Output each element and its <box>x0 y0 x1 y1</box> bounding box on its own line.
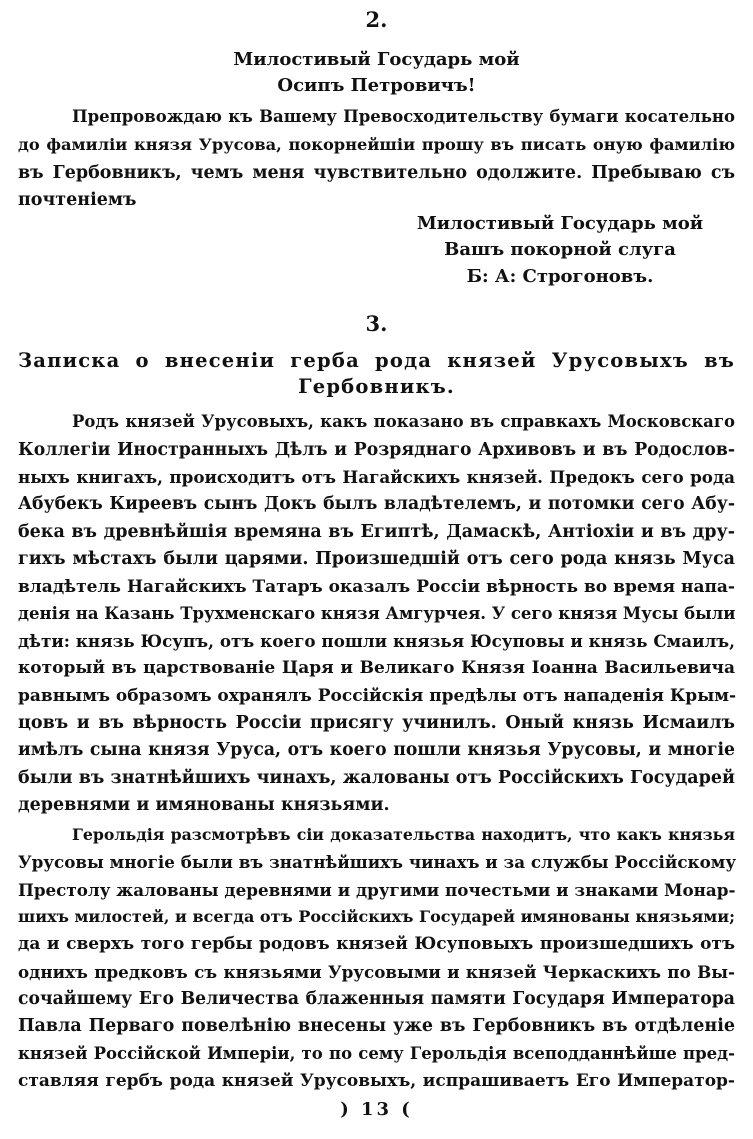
note-paragraph-2-line: однихъ предковъ съ князьями Урусовыми и князей Черкаскихъ по Вы- <box>18 962 735 982</box>
page-number: ) 13 ( <box>340 1099 413 1120</box>
note-paragraph-1-line: Родъ князей Урусовыхъ, какъ показано въ справкахъ Московскаго <box>72 412 735 431</box>
note-paragraph-1-line: были въ знатнѣйшихъ чинахъ, жалованы отъ Россійскихъ Государей <box>18 768 735 788</box>
note-paragraph-2-line: шихъ милостей, и всегда отъ Россійскихъ Государей имянованы князьями; <box>18 907 735 926</box>
letter-number: 2. <box>365 7 388 32</box>
note-heading-line-1: Записка о внесеніи герба рода князей Урусовыхъ въ <box>18 349 735 372</box>
note-paragraph-1-line: который въ царствованіе Царя и Великаго Князя Іоанна Васильевича <box>18 658 735 678</box>
note-paragraph-1-line: бека въ древнѣйшія времяна въ Египтѣ, Дамаскѣ, Антіохіи и въ дру- <box>18 522 735 542</box>
note-paragraph-1-line: цовъ и въ вѣрность Россіи присягу учинилъ. Оный князь Исмаилъ <box>18 713 735 733</box>
note-paragraph-1-line: равнымъ образомъ охранялъ Россійскія предѣлы отъ нападенія Крым- <box>18 686 737 706</box>
note-paragraph-2-line: князей Россійской Имперіи, то по сему Герольдія всеподданнѣйше пред- <box>18 1044 735 1063</box>
note-heading-line-2: Гербовникъ. <box>298 375 455 398</box>
note-paragraph-1-line: денія на Казань Трухменскаго князя Амгурчея. У сего князя Мусы были <box>18 604 736 623</box>
letter-body-line: до фамиліи князя Урусова, покорнейшіи прошу въ писать оную фамилію <box>18 135 735 154</box>
note-paragraph-2-line: сочайшему Его Величества блаженныя памяти Государя Императора <box>18 989 735 1009</box>
letter-closing-line-2: Вашъ покорной слуга <box>444 239 676 260</box>
note-paragraph-2-line: Герольдія разсмотрѣвъ сіи доказательства находитъ, что какъ князья <box>72 825 735 844</box>
note-paragraph-2-line: да и сверхъ того гербы родовъ князей Юсуповыхъ произшедшихъ отъ <box>18 934 735 954</box>
letter-salutation-line-2: Осипъ Петровичъ! <box>277 75 476 96</box>
note-paragraph-2-line: Урусовы многіе были въ знатнѣйшихъ чинахъ и за службы Россійскому <box>18 852 737 872</box>
letter-closing-line-1: Милостивый Государь мой <box>416 213 704 234</box>
note-number: 3. <box>365 311 388 336</box>
note-paragraph-1-line: ныхъ книгахъ, происходитъ отъ Нагайскихъ князей. Предокъ сего рода <box>18 467 735 487</box>
note-paragraph-1-line: дѣти: князь Юсупъ, отъ коего пошли князья Юсуповы и князь Смаилъ, <box>18 631 735 651</box>
note-paragraph-2-line: Павла Перваго повелѣнію внесены уже въ Гербовникъ въ отдѣленіе <box>18 1016 735 1036</box>
note-paragraph-1-line: имѣлъ сына князя Уруса, отъ коего пошли князья Урусовы, и многіе <box>18 740 735 760</box>
note-paragraph-1-line: Коллегіи Иностранныхъ Дѣлъ и Розряднаго Архивовъ и въ Родослов- <box>18 440 735 460</box>
note-paragraph-1-line: Абубекъ Киреевъ сынъ Докъ былъ владѣтелемъ, и потомки сего Абу- <box>18 494 735 514</box>
letter-signature: Б: А: Строгоновъ. <box>466 266 654 287</box>
note-paragraph-2-line: ставляя гербъ рода князей Урусовыхъ, испрашиваетъ Его Император- <box>18 1071 735 1091</box>
letter-salutation-line-1: Милостивый Государь мой <box>233 49 520 70</box>
note-paragraph-1-line: деревнями и имянованы князьями. <box>18 795 390 815</box>
note-paragraph-1-line: владѣтель Нагайскихъ Татаръ оказалъ Россіи вѣрность во время напа- <box>18 577 735 597</box>
note-paragraph-1-line: гихъ мѣстахъ были царями. Произшедшій отъ сего рода князь Муса <box>18 549 735 569</box>
letter-body-line: Препровождаю къ Вашему Превосходительству бумаги косательно <box>72 107 735 126</box>
note-paragraph-2-line: Престолу жалованы деревнями и другими почестьми и знаками Монар- <box>18 880 736 900</box>
letter-body-line: въ Гербовникъ, чемъ меня чувствительно одолжите. Пребываю съ <box>18 163 735 183</box>
letter-body-line: почтеніемъ <box>18 190 137 210</box>
